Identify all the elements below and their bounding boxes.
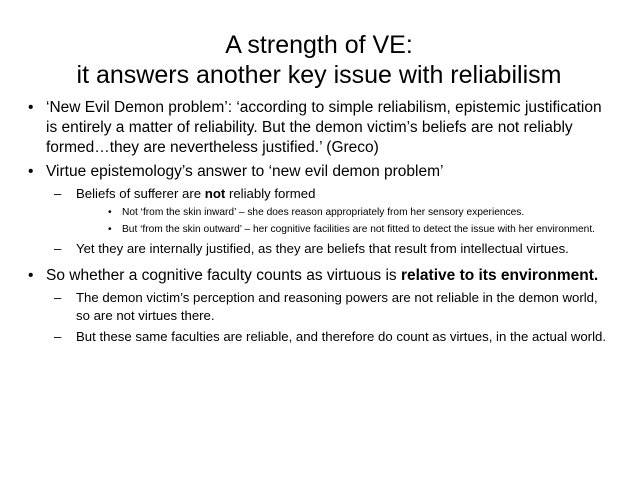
bullet-text: Virtue epistemology’s answer to ‘new evil demon problem’ (46, 163, 444, 180)
bullet-text-bold: relative to its environment. (400, 267, 599, 284)
subbullet-text-post: reliably formed (225, 186, 316, 201)
subbullet-internally-justified (28, 240, 613, 258)
subbullet-text: The demon victim’s perception and reasoning powers are not reliable in the demon world, so are not virtues there. (76, 290, 598, 323)
subsubbullet-skin-inward (28, 206, 613, 220)
title-line-2: it answers another key issue with reliabilism (76, 61, 562, 89)
subbullet-beliefs-of-sufferer (28, 185, 613, 203)
subbullet-text: But these same faculties are reliable, and therefore do count as virtues, in the actual world. (76, 329, 606, 344)
subbullet-actual-world (28, 328, 613, 346)
dash-icon: – (54, 186, 62, 201)
bullet-new-evil-demon-problem (28, 98, 613, 158)
slide-title (20, 30, 618, 90)
title-line-1: A strength of VE: (225, 31, 413, 59)
subbullet-text-pre: Beliefs of sufferer are (76, 186, 205, 201)
bullet-virtue-epistemology-answer (28, 162, 613, 182)
bullet-dot-icon: • (28, 267, 34, 284)
dash-icon: – (54, 329, 62, 344)
dash-icon: – (54, 241, 62, 256)
bullet-dot-icon: • (28, 99, 34, 116)
subsubbullet-text: Not ‘from the skin inward’ – she does reason appropriately from her sensory experiences. (122, 207, 525, 218)
small-bullet-dot-icon: • (108, 224, 112, 235)
bullet-dot-icon: • (28, 163, 34, 180)
subsubbullet-text: But ‘from the skin outward’ – her cognitive facilities are not fitted to detect the issue with her environment. (122, 224, 596, 235)
subbullet-text-bold: not (204, 186, 226, 201)
subbullet-demon-world (28, 289, 613, 325)
subsubbullet-skin-outward (28, 223, 613, 237)
bullet-text-pre: So whether a cognitive faculty counts as virtuous is (46, 267, 401, 284)
slide-content (28, 94, 613, 346)
bullet-relative-to-environment (28, 266, 613, 286)
bullet-text: ‘New Evil Demon problem’: ‘according to simple reliabilism, epistemic justification is entirely a matter of reliability. But the demon victim’s beliefs are not reliably formed…they are nevertheless justified.’ (Greco) (46, 99, 602, 156)
dash-icon: – (54, 290, 62, 305)
small-bullet-dot-icon: • (108, 207, 112, 218)
subbullet-text: Yet they are internally justified, as they are beliefs that result from intellectual virtues. (76, 241, 569, 256)
